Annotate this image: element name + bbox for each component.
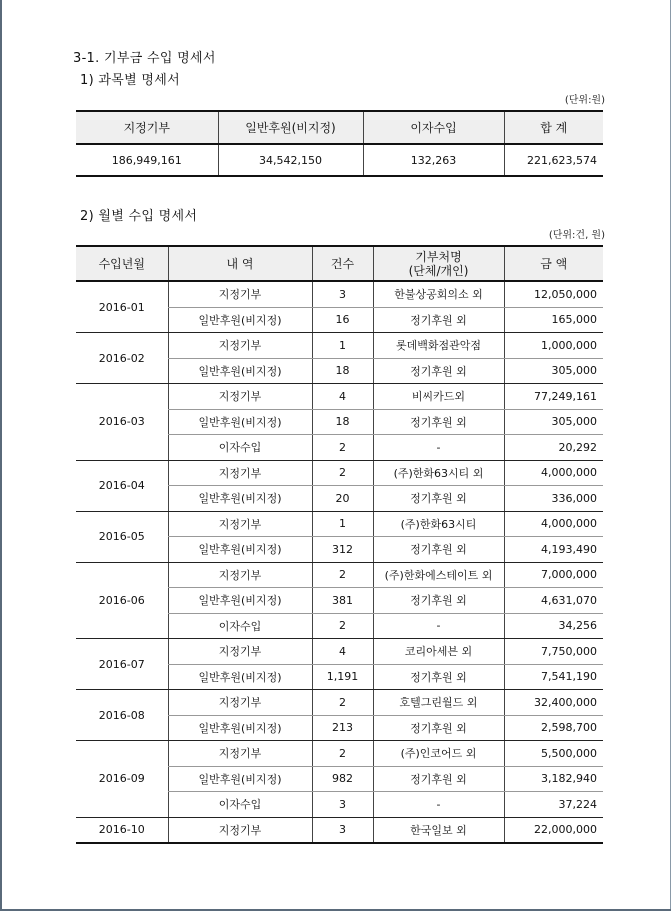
table-row [76,741,603,767]
summary-value-designated: 186,949,161 [76,144,218,176]
count-cell: 381 [312,588,373,614]
donor-cell: (주)인코어드 외 [373,741,504,767]
summary-subtitle: 1) 과목별 명세서 [80,73,180,88]
window-frame-left [0,0,2,911]
amount-cell: 1,000,000 [504,333,603,359]
donor-cell: 정기후원 외 [373,409,504,435]
count-cell: 3 [312,792,373,818]
count-cell: 2 [312,741,373,767]
table-row [76,384,603,410]
item-cell: 일반후원(비지정) [168,588,312,614]
item-cell: 일반후원(비지정) [168,766,312,792]
amount-cell: 77,249,161 [504,384,603,410]
item-cell: 이자수입 [168,435,312,461]
amount-cell: 32,400,000 [504,690,603,716]
amount-cell: 37,224 [504,792,603,818]
month-cell: 2016-10 [76,817,168,843]
item-cell: 지정기부 [168,741,312,767]
donor-cell: 한국일보 외 [373,817,504,843]
table-row [76,460,603,486]
donor-cell: (주)한화63시티 [373,511,504,537]
table-row [76,511,603,537]
summary-header-total: 합 계 [504,111,603,144]
amount-cell: 305,000 [504,358,603,384]
item-cell: 이자수입 [168,613,312,639]
amount-cell: 2,598,700 [504,715,603,741]
donor-cell: (주)한화63시티 외 [373,460,504,486]
monthly-unit-note: (단위:건, 원) [548,230,605,241]
donor-cell: 정기후원 외 [373,486,504,512]
donor-cell: 호텔그린월드 외 [373,690,504,716]
item-cell: 일반후원(비지정) [168,664,312,690]
item-cell: 지정기부 [168,333,312,359]
donor-cell: - [373,435,504,461]
amount-cell: 34,256 [504,613,603,639]
donor-cell: 정기후원 외 [373,358,504,384]
donor-cell: - [373,613,504,639]
count-cell: 3 [312,817,373,843]
donor-cell: - [373,792,504,818]
item-cell: 지정기부 [168,639,312,665]
count-cell: 312 [312,537,373,563]
month-cell: 2016-01 [76,281,168,333]
count-cell: 2 [312,435,373,461]
item-cell: 지정기부 [168,281,312,307]
count-cell: 2 [312,460,373,486]
table-row [76,281,603,307]
donor-cell: 비씨카드외 [373,384,504,410]
amount-cell: 336,000 [504,486,603,512]
donor-cell: 정기후원 외 [373,664,504,690]
donor-cell: (주)한화에스테이트 외 [373,562,504,588]
summary-value-interest: 132,263 [363,144,504,176]
item-cell: 일반후원(비지정) [168,486,312,512]
summary-table [76,110,603,177]
item-cell: 지정기부 [168,460,312,486]
summary-header-interest: 이자수입 [363,111,504,144]
item-cell: 지정기부 [168,562,312,588]
monthly-header-amount: 금 액 [504,246,603,281]
table-row [76,690,603,716]
item-cell: 일반후원(비지정) [168,307,312,333]
summary-unit-note: (단위:원) [564,95,605,106]
table-row [76,333,603,359]
donor-cell: 롯데백화점관악점 [373,333,504,359]
monthly-header-donor-line2: (단체/개인) [408,263,469,278]
summary-header-general: 일반후원(비지정) [218,111,363,144]
month-cell: 2016-07 [76,639,168,690]
item-cell: 지정기부 [168,511,312,537]
count-cell: 18 [312,358,373,384]
amount-cell: 5,500,000 [504,741,603,767]
count-cell: 1,191 [312,664,373,690]
section-title: 3-1. 기부금 수입 명세서 [73,51,216,66]
month-cell: 2016-02 [76,333,168,384]
amount-cell: 22,000,000 [504,817,603,843]
item-cell: 일반후원(비지정) [168,358,312,384]
item-cell: 지정기부 [168,384,312,410]
donor-cell: 정기후원 외 [373,715,504,741]
count-cell: 2 [312,690,373,716]
count-cell: 4 [312,384,373,410]
item-cell: 지정기부 [168,690,312,716]
amount-cell: 4,000,000 [504,511,603,537]
donor-cell: 정기후원 외 [373,537,504,563]
count-cell: 982 [312,766,373,792]
item-cell: 지정기부 [168,817,312,843]
monthly-header-count: 건수 [312,246,373,281]
count-cell: 1 [312,511,373,537]
amount-cell: 165,000 [504,307,603,333]
month-cell: 2016-05 [76,511,168,562]
count-cell: 3 [312,281,373,307]
month-cell: 2016-03 [76,384,168,461]
amount-cell: 12,050,000 [504,281,603,307]
monthly-header-item: 내 역 [168,246,312,281]
amount-cell: 7,000,000 [504,562,603,588]
amount-cell: 4,193,490 [504,537,603,563]
amount-cell: 3,182,940 [504,766,603,792]
summary-value-general: 34,542,150 [218,144,363,176]
monthly-subtitle: 2) 월별 수입 명세서 [80,209,198,224]
amount-cell: 20,292 [504,435,603,461]
count-cell: 16 [312,307,373,333]
month-cell: 2016-04 [76,460,168,511]
month-cell: 2016-08 [76,690,168,741]
item-cell: 일반후원(비지정) [168,537,312,563]
count-cell: 1 [312,333,373,359]
table-row [76,562,603,588]
amount-cell: 4,000,000 [504,460,603,486]
count-cell: 4 [312,639,373,665]
donor-cell: 정기후원 외 [373,307,504,333]
item-cell: 일반후원(비지정) [168,409,312,435]
summary-value-total: 221,623,574 [504,144,603,176]
monthly-header-month: 수입년월 [76,246,168,281]
count-cell: 20 [312,486,373,512]
count-cell: 213 [312,715,373,741]
donor-cell: 정기후원 외 [373,588,504,614]
monthly-header-donor-line1: 기부처명 [415,249,462,264]
count-cell: 2 [312,613,373,639]
month-cell: 2016-06 [76,562,168,639]
count-cell: 18 [312,409,373,435]
amount-cell: 7,541,190 [504,664,603,690]
monthly-table [76,245,603,844]
item-cell: 이자수입 [168,792,312,818]
table-row [76,817,603,843]
donor-cell: 코리아세븐 외 [373,639,504,665]
monthly-table-body [76,281,603,843]
summary-row [76,144,603,176]
count-cell: 2 [312,562,373,588]
amount-cell: 7,750,000 [504,639,603,665]
amount-cell: 4,631,070 [504,588,603,614]
summary-header-designated: 지정기부 [76,111,218,144]
amount-cell: 305,000 [504,409,603,435]
donor-cell: 한불상공회의소 외 [373,281,504,307]
month-cell: 2016-09 [76,741,168,818]
table-row [76,639,603,665]
monthly-header-donor [373,246,504,281]
item-cell: 일반후원(비지정) [168,715,312,741]
donor-cell: 정기후원 외 [373,766,504,792]
